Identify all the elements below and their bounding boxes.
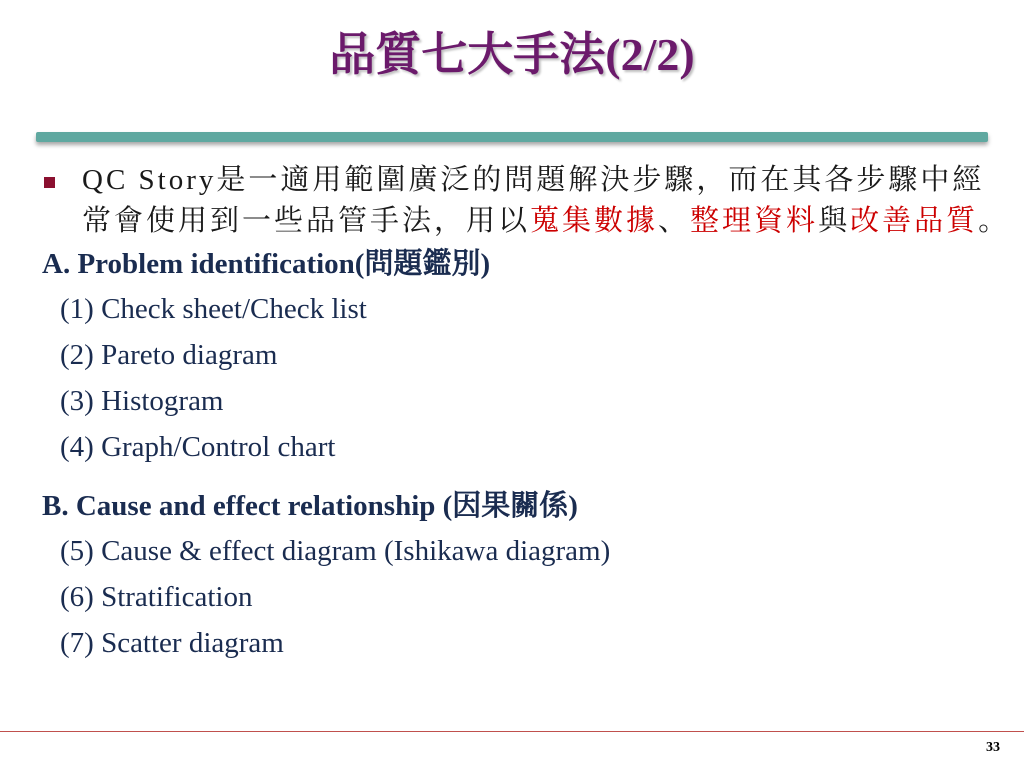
list-item: (4) Graph/Control chart: [60, 431, 336, 463]
title-underline-bar: [36, 132, 988, 142]
list-item: (7) Scatter diagram: [60, 627, 284, 659]
list-item: (3) Histogram: [60, 385, 224, 417]
slide-content: [42, 160, 1012, 666]
highlight-collect-data: 蒐集數據: [530, 205, 659, 237]
highlight-improve-quality: 改善品質: [850, 205, 979, 237]
square-bullet-icon: [44, 177, 55, 188]
slide-title: 品質七大手法(2/2): [329, 29, 695, 80]
list-item: (1) Check sheet/Check list: [60, 293, 367, 325]
list-item: (5) Cause & effect diagram (Ishikawa diagram): [60, 535, 611, 567]
footer-divider: [0, 731, 1024, 732]
list-item: (2) Pareto diagram: [60, 339, 278, 371]
list-item: (6) Stratification: [60, 581, 253, 613]
intro-text: QC Story是一適用範圍廣泛的問題解決步驟，而在其各步驟中經常會使用到一些品管手法，用以: [82, 164, 985, 237]
intro-joiner: 與: [818, 205, 851, 237]
section-b-heading: B. Cause and effect relationship (因果關係): [42, 490, 578, 522]
page-number: 33: [986, 740, 1000, 755]
highlight-organize-data: 整理資料: [690, 205, 819, 237]
intro-bullet: [42, 160, 1012, 242]
intro-separator: 、: [658, 205, 691, 237]
intro-end: 。: [978, 205, 1011, 237]
section-a-heading: A. Problem identification(問題鑑別): [42, 248, 491, 280]
